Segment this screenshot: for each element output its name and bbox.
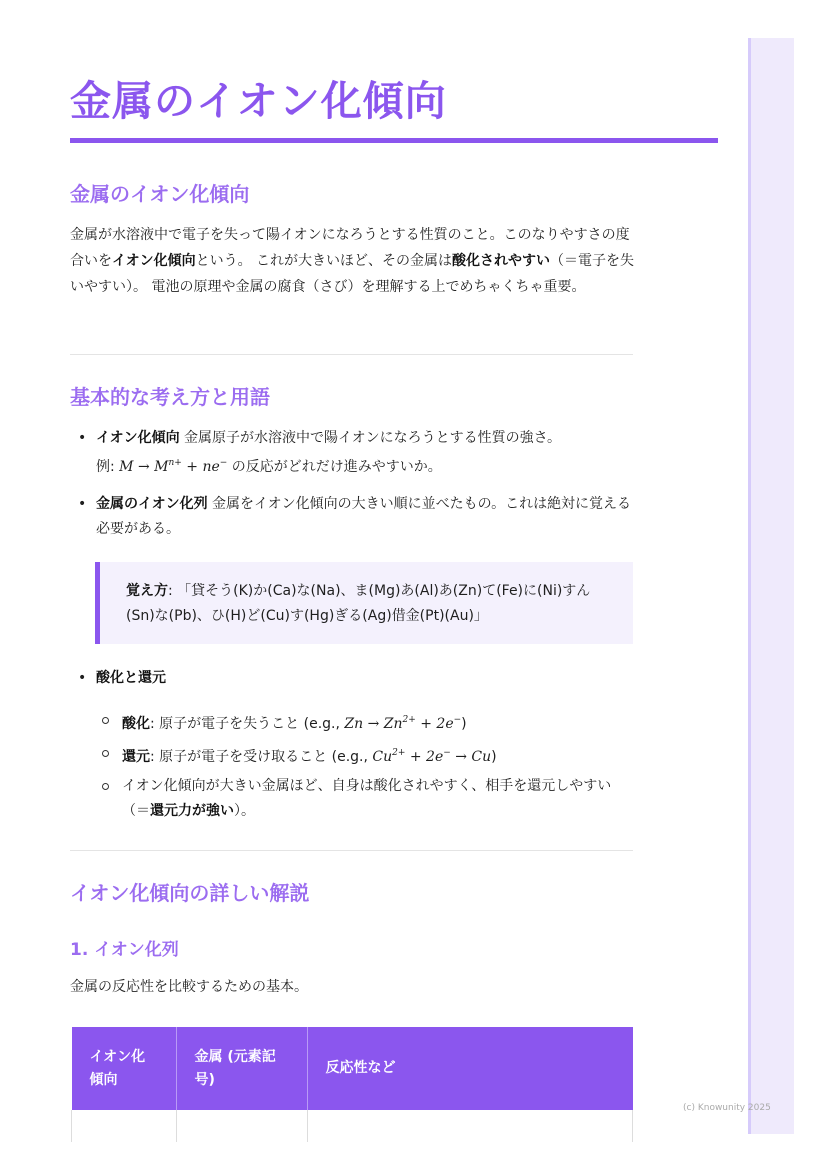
list-item: • イオン化傾向 金属原子が水溶液中で陽イオンになろうとする性質の強さ。 例: $M \to M^{n+} + ne^-$ の反応がどれだけ進みやすいか。 (78, 426, 638, 480)
redox-sublist (100, 708, 630, 824)
list-item: 還元: 原子が電子を受け取ること (e.g., $Cu^{2+} + 2e^- \to Cu$) (100, 741, 630, 770)
section-heading-details: イオン化傾向の詳しい解説 (70, 881, 310, 905)
list-item: • 金属のイオン化列 金属をイオン化傾向の大きい順に並べたもの。これは絶対に覚える必要がある。 (78, 492, 638, 542)
basics-list (78, 426, 638, 480)
table-header: 金属 (元素記号) (176, 1027, 307, 1110)
table-header: イオン化傾向 (72, 1027, 177, 1110)
subsection-heading: 1. イオン化列 (70, 940, 179, 960)
page-title: 金属のイオン化傾向 (70, 77, 447, 125)
basics-list (78, 666, 638, 691)
right-sidebar (748, 38, 794, 1134)
section-heading-overview: 金属のイオン化傾向 (70, 182, 250, 206)
divider (70, 850, 633, 851)
title-underline (70, 138, 718, 143)
table-row (72, 1110, 633, 1142)
formula-reduction: $Cu^{2+} + 2e^- \to Cu$ (372, 748, 492, 765)
list-item: 酸化: 原子が電子を失うこと (e.g., $Zn \to Zn^{2+} + 2e^-$) (100, 708, 630, 737)
list-item: • 酸化と還元 (78, 666, 638, 691)
list-item: イオン化傾向が大きい金属ほど、自身は酸化されやすく、相手を還元しやすい（＝還元力が強い）。 (100, 774, 630, 824)
mnemonic-callout: 覚え方: 「貸そう(K)か(Ca)な(Na)、ま(Mg)あ(Al)あ(Zn)て(Fe)に(Ni)すん(Sn)な(Pb)、ひ(H)ど(Cu)す(Hg)ぎる(Ag)借金(Pt)(Au)」 (95, 562, 633, 644)
copyright-footer: (c) Knowunity 2025 (683, 1103, 771, 1113)
formula-ionization: $M \to M^{n+} + ne^-$ (119, 458, 228, 475)
overview-paragraph: 金属が水溶液中で電子を失って陽イオンになろうとする性質のこと。このなりやすさの度合いをイオン化傾向という。 これが大きいほど、その金属は酸化されやすい（＝電子を失いやすい）。 電池の原理や金属の腐食（さび）を理解する上でめちゃくちゃ重要。 (70, 227, 635, 295)
table-header: 反応性など (307, 1027, 633, 1110)
ionization-table (71, 1027, 633, 1142)
formula-oxidation: $Zn \to Zn^{2+} + 2e^-$ (344, 715, 462, 732)
divider (70, 354, 633, 355)
section-heading-basics: 基本的な考え方と用語 (70, 385, 270, 409)
subsection-text: 金属の反応性を比較するための基本。 (70, 979, 308, 995)
basics-list (78, 492, 638, 542)
